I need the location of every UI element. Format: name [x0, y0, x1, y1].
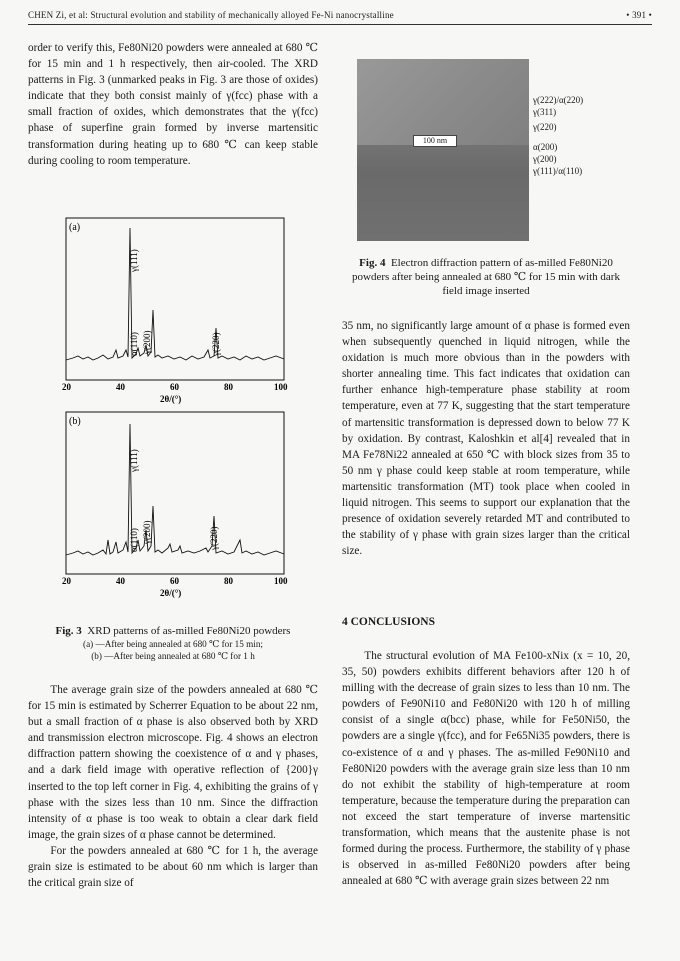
diffraction-photo [357, 59, 529, 241]
xrd-patterns [28, 210, 318, 620]
ring-label: α(200) [533, 142, 558, 152]
right-column-body [342, 318, 630, 559]
peak-label-b-gamma-111: γ(111) [129, 449, 139, 472]
xtick-a-60: 60 [170, 382, 179, 392]
paragraph: The structural evolution of MA Fe100-xNix (x = 10, 20, 35, 50) powders exhibits different behaviors after 120 h of milling with the decrease of grain sizes to less than 10 nm. The powders of Fe90Ni10 and Fe80Ni20 with 120 h of milling consist of a single α(bcc) phase, while for Fe50Ni50, the powders are a single γ(fcc), and for Fe65Ni35 powders, there is co-existence of α and γ phases. The as-milled Fe90Ni10 and Fe80Ni20 powders with the average grain size less than 10 nm do not exhibit the stability of high-temperature at room temperature, because the temperature during the preparation can not exceed the start temperature of inverse martensitic transformation, which means that the austenite phase is not formed during the process. Furthermore, the stability of γ phase is observed in as-milled Fe80Ni20 powders after being annealed at 680 ℃ with average grain sizes between 22 nm [342, 650, 630, 888]
caption-text: Electron diffraction pattern of as-milled Fe80Ni20 powders after being annealed at 680 ℃ for 15 min with dark field image inserted [352, 257, 620, 297]
ring-label: γ(220) [533, 122, 557, 132]
page-number: • 391 • [626, 10, 652, 20]
running-title: CHEN Zi, et al: Structural evolution and stability of mechanically alloyed Fe-Ni nanocrystalline [28, 10, 394, 20]
peak-label-b-gamma-220: γ(220) [209, 526, 219, 550]
xlabel-a: 2θ/(°) [160, 394, 182, 404]
panel-a-label: (a) [69, 222, 81, 233]
caption-text: XRD patterns of as-milled Fe80Ni20 powders [87, 625, 291, 637]
xrd-trace-a [66, 228, 284, 360]
figure-3 [28, 210, 318, 620]
panel-a-frame [66, 218, 284, 380]
peak-label-a-gamma-220: γ(220) [211, 332, 221, 356]
paragraph: order to verify this, Fe80Ni20 powders were annealed at 680 ℃ for 15 min and 1 h respectively, then air-cooled. The XRD patterns in Fig. 3 (unmarked peaks in Fig. 3 are those of oxides) indicate that they both consist mainly of γ(fcc) phase with a small fraction of oxides, which demonstrates that the γ(fcc) phase of superfine grain formed by inverse martensitic transformation during heating up to 680 ℃ can keep stable during cooling to room temperature. [28, 42, 318, 167]
caption-label: Fig. 3 [55, 625, 82, 637]
panel-b-label: (b) [69, 416, 81, 427]
caption-label: Fig. 4 [359, 257, 386, 269]
paragraph: The average grain size of the powders annealed at 680 ℃ for 15 min is estimated by Scherrer Equation to be about 22 nm, but a small fraction of α phase is also observed both by XRD and transmission electron microscope. Fig. 4 shows an electron diffraction pattern showing the coexistence of α and γ phases, and a dark field image with operative reflection of {200}γ inserted to the top left corner in Fig. 4, exhibiting the grains of γ phase with the sizes less than 10 nm. Since the diffraction intensity of α phase is too weak to obtain a clear dark field image, the grain sizes of α phase cannot be determined. [28, 684, 318, 841]
xtick-a-20: 20 [62, 382, 71, 392]
xlabel-b: 2θ/(°) [160, 588, 182, 598]
caption-sub-b: (b) —After being annealed at 680 ℃ for 1 h [91, 651, 255, 661]
xtick-b-60: 60 [170, 576, 179, 586]
xtick-b-40: 40 [116, 576, 125, 586]
paragraph: For the powders annealed at 680 ℃ for 1 h, the average grain size is estimated to be about 60 nm which is larger than the critical grain size of [28, 844, 318, 890]
ring-label: γ(200) [533, 154, 557, 164]
peak-label-a-gamma-200: γ(200) [142, 330, 152, 354]
peak-label-a-alpha-110: α(110) [129, 332, 139, 356]
figure-4-caption [342, 256, 630, 298]
xtick-b-100: 100 [274, 576, 288, 586]
xrd-trace-b [66, 424, 284, 555]
xtick-a-80: 80 [224, 382, 233, 392]
caption-sub-a: (a) —After being annealed at 680 ℃ for 15 min; [83, 639, 263, 649]
running-header [28, 8, 652, 25]
left-column-bottom [28, 682, 318, 891]
scale-bar: 100 nm [413, 135, 457, 147]
xtick-b-80: 80 [224, 576, 233, 586]
section-heading: 4 CONCLUSIONS [342, 616, 435, 628]
xtick-b-20: 20 [62, 576, 71, 586]
peak-label-a-gamma-111: γ(111) [129, 249, 139, 272]
ring-label: γ(311) [533, 107, 557, 117]
figure-3-caption [28, 624, 318, 662]
ring-label: γ(222)/α(220) [533, 95, 584, 105]
xtick-a-40: 40 [116, 382, 125, 392]
paragraph: 35 nm, no significantly large amount of α phase is formed even when subsequently quenched in liquid nitrogen, while the oxidation is much more obvious than in the powders with shorter annealing time. This fact indicates that oxidation can further enhance high-temperature phase stability at room temperature, even at 77 K, suggesting that the start temperature of martensitic transformation is depressed down to below 77 K by oxidation. By contrast, Kaloshkin et al[4] revealed that in MA Fe78Ni22 annealed at 650 ℃ with block sizes from 35 to 50 nm γ phase could keep stable at room temperature, while martensitic transformation (MT) took place when cooled in liquid nitrogen. This seems to support our explanation that the presence of oxidation severely retarded MT and contributed to the stability of γ phase with grain sizes larger than the critical size. [342, 320, 630, 558]
ring-label: γ(111)/α(110) [533, 166, 583, 176]
peak-label-b-alpha-110: α(110) [129, 528, 139, 552]
left-column-top [28, 40, 318, 169]
xtick-a-100: 100 [274, 382, 288, 392]
figure-4 [357, 55, 627, 245]
conclusions-body [342, 648, 630, 889]
peak-label-b-gamma-200: γ(200) [142, 520, 152, 544]
dark-field-inset [357, 59, 529, 145]
panel-b-frame [66, 412, 284, 574]
